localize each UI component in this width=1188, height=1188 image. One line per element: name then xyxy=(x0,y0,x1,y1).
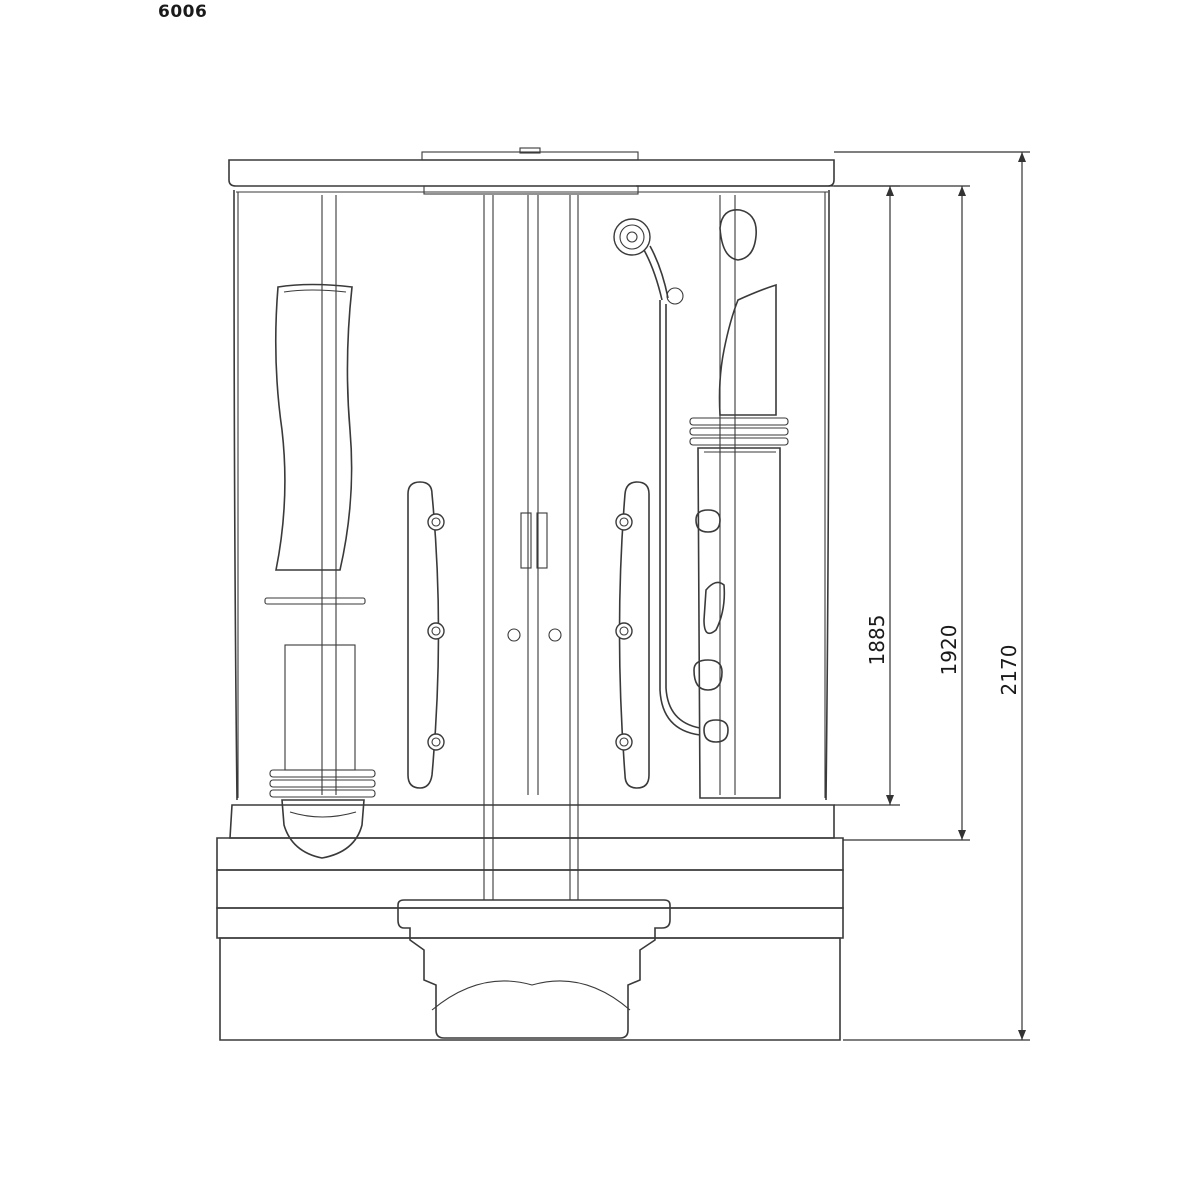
left-massage-jet-panel xyxy=(408,482,444,788)
model-number: 6006 xyxy=(158,2,208,22)
massage-jet-icon xyxy=(616,734,632,750)
right-massage-jet-panel xyxy=(616,482,649,788)
massage-jet-icon xyxy=(616,623,632,639)
massage-jet-icon xyxy=(428,734,444,750)
right-control-column xyxy=(690,210,788,798)
shower-head-icon xyxy=(614,219,650,255)
seat xyxy=(398,900,670,1038)
massage-jet-icon xyxy=(428,514,444,530)
hand-shower xyxy=(614,219,700,735)
cabin-frame xyxy=(234,190,829,800)
dimension-label-1920: 1920 xyxy=(937,624,961,676)
door-handles xyxy=(508,513,561,641)
wavy-mirror xyxy=(276,285,352,571)
door-knob-right xyxy=(549,629,561,641)
massage-jet-icon xyxy=(428,623,444,639)
dimension-label-2170: 2170 xyxy=(997,644,1021,696)
shower-tray xyxy=(217,805,843,1040)
dimension-lines xyxy=(636,152,1030,1040)
dimension-label-1885: 1885 xyxy=(865,614,889,666)
roof-canopy xyxy=(229,148,834,194)
door-knob-left xyxy=(508,629,520,641)
vertical-profiles xyxy=(322,195,735,900)
glass-shelf xyxy=(265,598,365,604)
massage-jet-icon xyxy=(616,514,632,530)
